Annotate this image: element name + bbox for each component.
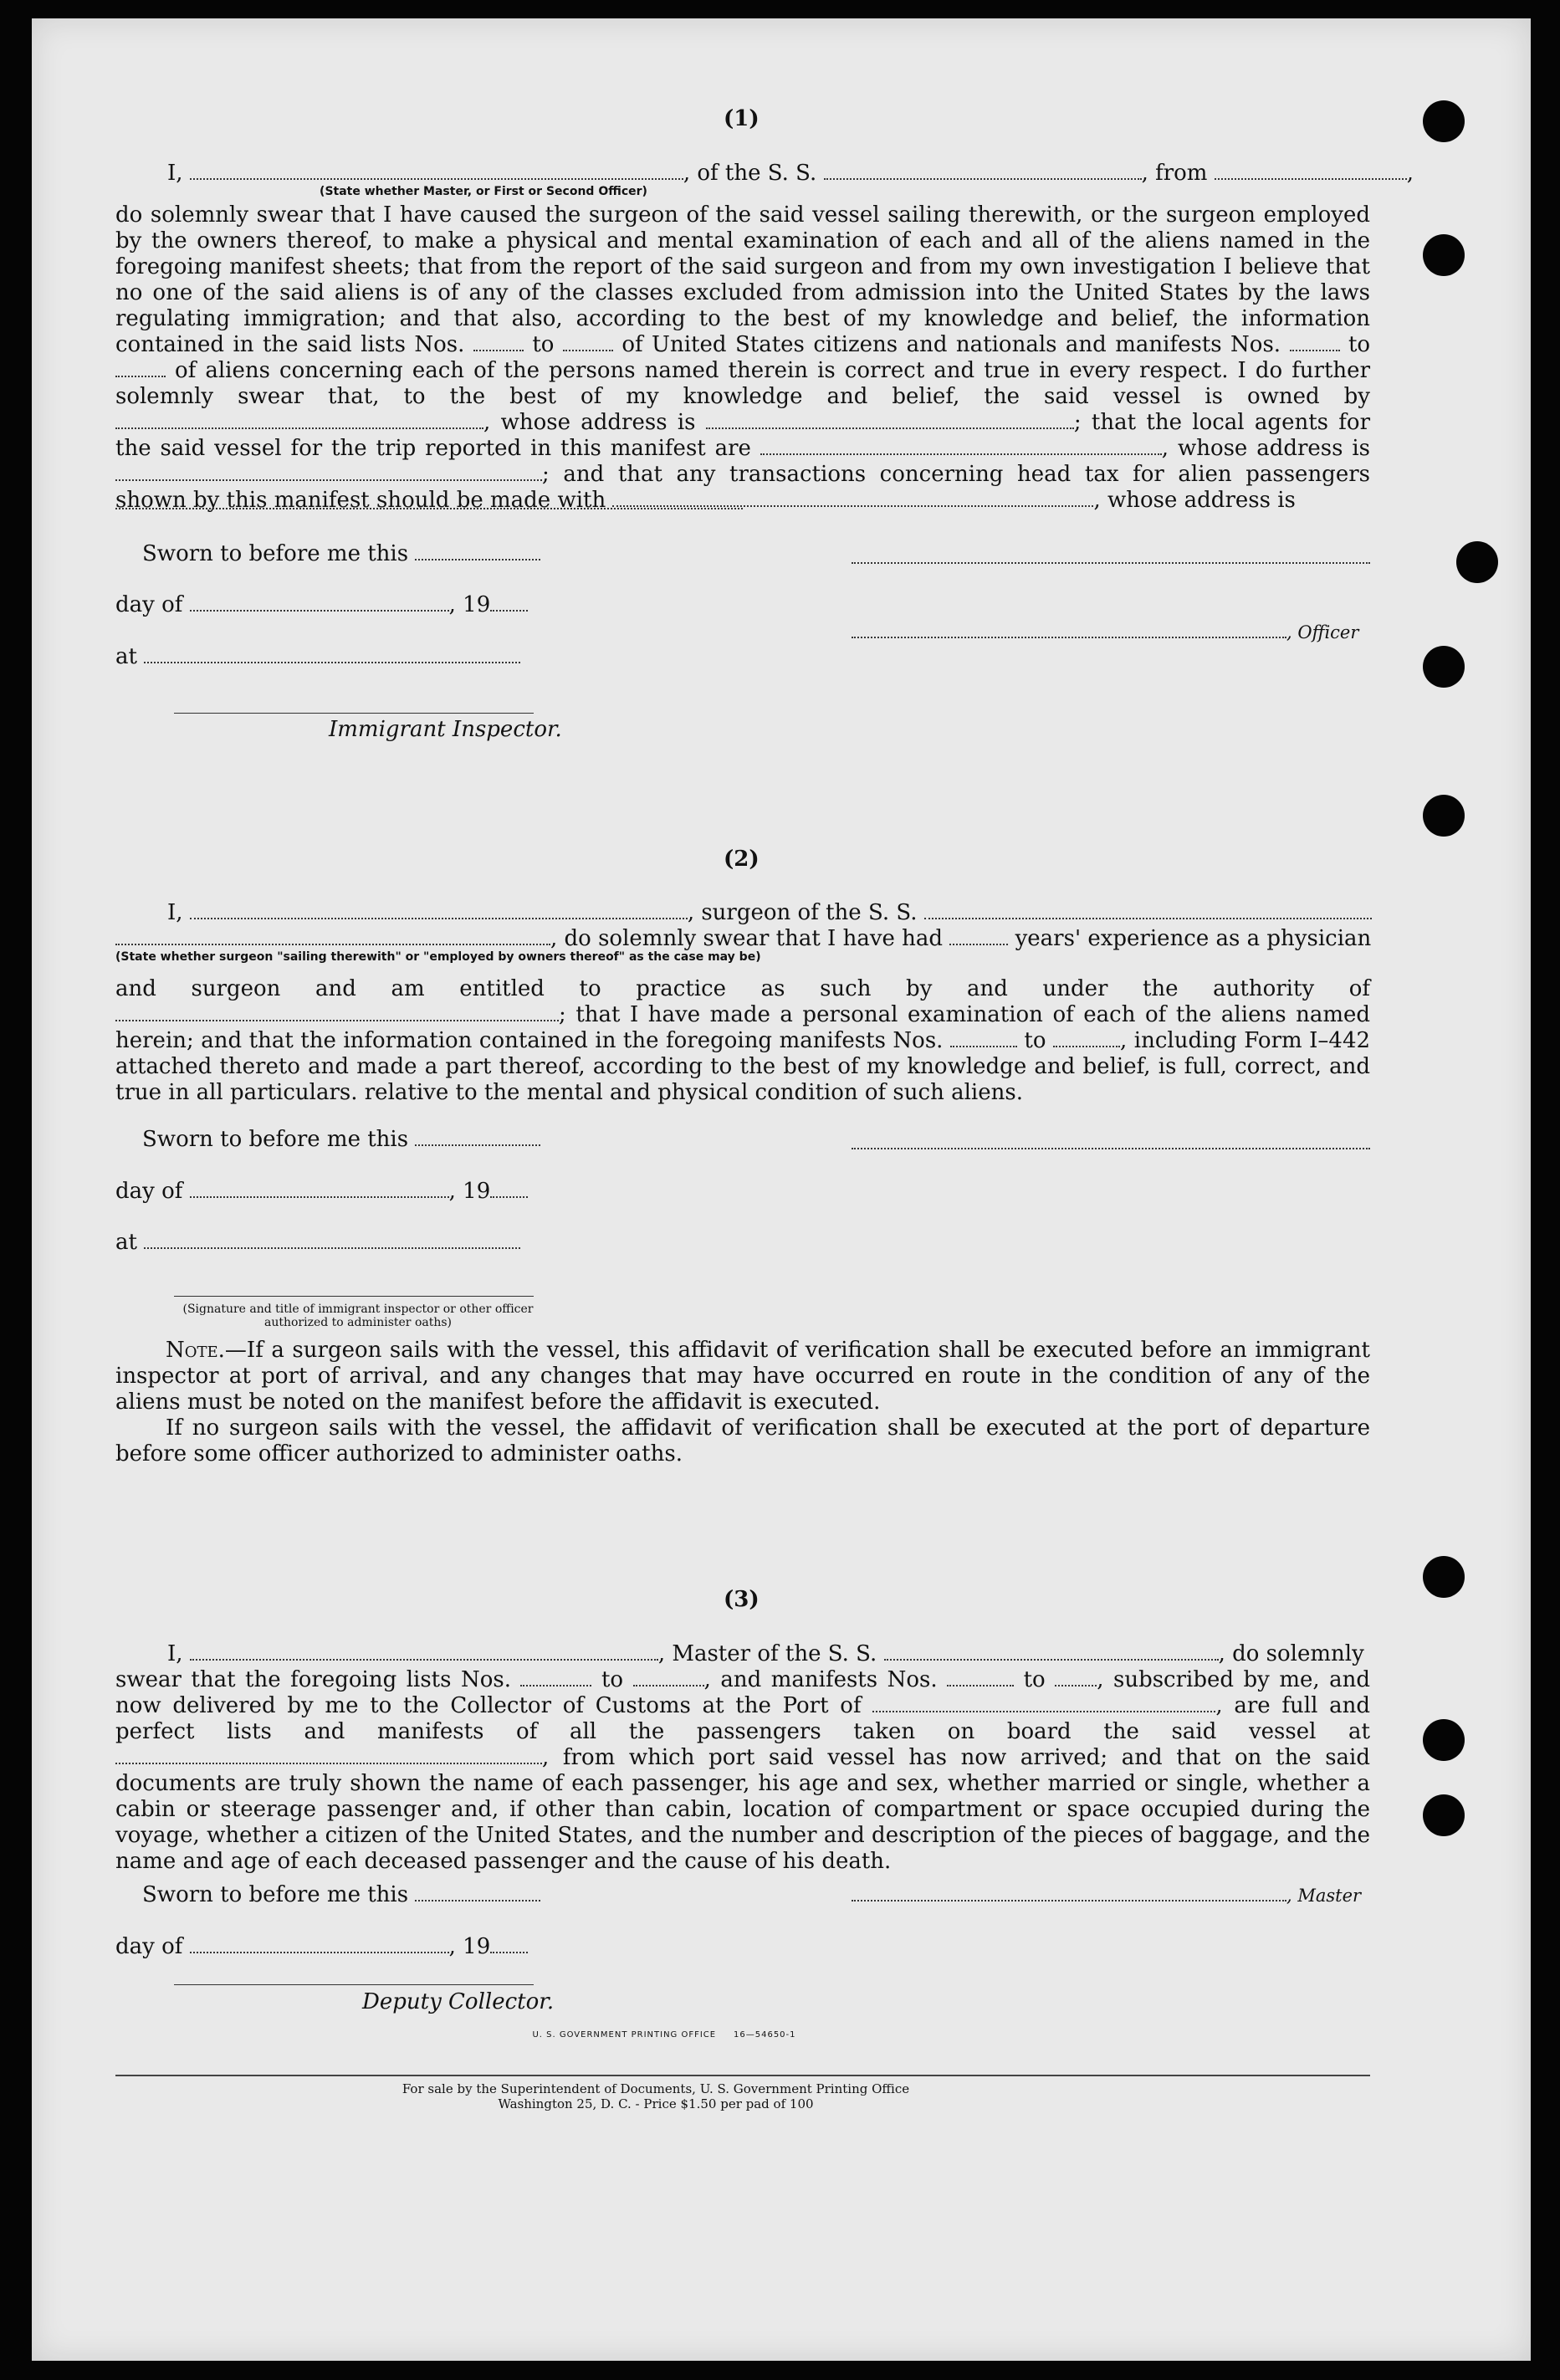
s1-us-citizens-text: of United States citizens and nationals and manifests Nos. [621, 332, 1281, 357]
s3-year[interactable] [490, 1935, 528, 1953]
s3-nineteen: , 19 [448, 1934, 491, 1959]
s2-ship-field[interactable] [924, 901, 1372, 919]
s1-inspector-signature-line[interactable] [174, 713, 534, 714]
binder-hole [1423, 100, 1465, 142]
s1-agents-address-field[interactable] [115, 463, 542, 481]
s1-manifests-from[interactable] [1290, 333, 1340, 351]
s3-ship-field[interactable] [884, 1642, 1219, 1661]
s1-of-ss: , of the S. S. [683, 161, 817, 186]
s2-i: I, [167, 900, 183, 925]
s1-officer-sig [852, 619, 1358, 644]
section-2-number: (2) [724, 847, 760, 872]
s1-whose-address: , whose address is [483, 410, 696, 435]
s3-port-field[interactable] [872, 1694, 1215, 1712]
s3-manifests-from[interactable] [947, 1668, 1014, 1686]
s1-officer-field[interactable] [190, 161, 683, 180]
s1-sworn-date[interactable] [415, 542, 540, 560]
s2-signature-caption: (Signature and title of immigrant inspector or other officer authorized to administer oaths) [182, 1303, 534, 1329]
binder-hole [1456, 541, 1498, 583]
s1-lists-to[interactable] [563, 333, 613, 351]
s2-sworn-text: Sworn to before me this [142, 1127, 409, 1152]
s3-master-signature-line[interactable] [852, 1883, 1286, 1901]
section-1-number: (1) [724, 106, 760, 131]
binder-hole [1423, 1719, 1465, 1761]
binder-hole [1423, 795, 1465, 837]
s1-line1: I, , of the S. S. , from , [167, 161, 1414, 186]
s3-body-text: port said vessel has now arrived; and that on the said documents are truly shown the name of each passenger, his age and sex, whether married or single, whether a cabin or steerage passenger and, if other than cabin, location of compartment or space occupied during the voyage, whether a citizen of the United States, and the number and description of the pieces of baggage, and the name and age of each deceased passenger and the cause of his death. [115, 1745, 1371, 1874]
s1-local-agents-text: that the local agents for the said vessel for the trip reported in this manifest are [115, 410, 1371, 461]
s1-day-of [115, 592, 528, 617]
s1-sworn-text: Sworn to before me this [142, 541, 409, 566]
s1-to-2: to [1348, 332, 1371, 357]
footer-rule [115, 2075, 1370, 2076]
s3-subscribed: , subscribed by me, and now [115, 1667, 1371, 1718]
s3-boarding-port-field[interactable] [115, 1746, 542, 1764]
s3-delivered: delivered by me to the Collector of Customs at the Port of [172, 1693, 862, 1718]
s1-address-continuation-line[interactable] [115, 508, 743, 509]
s1-ship-field[interactable] [824, 161, 1142, 180]
s1-manifests-to[interactable] [115, 359, 166, 377]
s2-sworn-date[interactable] [415, 1128, 540, 1146]
form-page [32, 18, 1531, 2361]
binder-hole [1423, 1794, 1465, 1836]
s2-authority-field[interactable] [115, 1003, 559, 1021]
binder-hole [1423, 234, 1465, 276]
s2-including-text: , including Form I–442 attached thereto and made a part thereof, according to the best of my knowledge and belief, is full, correct, and true in all particulars. relative to the mental and physical condition of such aliens. [115, 1028, 1371, 1105]
s3-deputy-signature-line[interactable] [174, 1984, 534, 1985]
s1-head-tax-field[interactable] [612, 489, 1093, 507]
s1-officer-caption: (State whether Master, or First or Second Officer) [320, 185, 647, 198]
s2-body-text: that I have made a personal examination of each of the aliens named herein; and that the information contained in the foregoing manifests Nos. [115, 1002, 1371, 1053]
s2-surgeon-type-field[interactable] [115, 927, 550, 945]
s2-surgeon-signature-line[interactable] [852, 1148, 1370, 1149]
s2-years-field[interactable] [949, 927, 1008, 945]
s2-line2 [115, 926, 1371, 951]
s2-manifests-to[interactable] [1053, 1029, 1120, 1047]
s3-deputy-label: Deputy Collector. [362, 1989, 555, 2014]
sale-line-1: For sale by the Superintendent of Documents, U. S. Government Printing Office [402, 2081, 910, 2096]
s2-years: years' experience as a physician [1015, 926, 1372, 951]
s2-inspector-signature-line[interactable] [174, 1296, 534, 1297]
s2-at-field[interactable] [144, 1231, 520, 1249]
s1-nineteen: , 19 [448, 592, 491, 617]
s2-surgeon-caption: (State whether surgeon "sailing therewith" or "employed by owners thereof" as the case may be) [115, 950, 761, 964]
s3-do-solemnly: , do solemnly [1218, 1641, 1364, 1666]
s3-to: to [601, 1667, 624, 1692]
s2-day-of [115, 1179, 528, 1204]
s1-owner-field[interactable] [115, 411, 483, 429]
s3-master-name-field[interactable] [190, 1642, 658, 1661]
s2-note-label: Note. [166, 1338, 225, 1363]
s1-year[interactable] [490, 593, 528, 612]
s1-at [115, 644, 520, 669]
s3-from-which: , from which [542, 1745, 695, 1770]
s3-sworn-date[interactable] [415, 1883, 540, 1901]
s2-manifests-from[interactable] [950, 1029, 1017, 1047]
s1-aliens-text: of aliens concerning each of the persons named therein is correct and true in every respect. I do further solemnly swear that, to the best of my knowledge and belief, the said vessel is owned by [115, 358, 1370, 409]
s1-whose-address-3: , whose address is [1093, 488, 1296, 513]
s2-at [115, 1230, 520, 1255]
s3-lists-from[interactable] [520, 1668, 591, 1686]
s2-authority-text: and surgeon and am entitled to practice as such by and under the authority of [115, 976, 1370, 1001]
s2-note-2-text: If no surgeon sails with the vessel, the affidavit of verification shall be executed at the port of departure before some officer authorized to administer oaths. [115, 1415, 1370, 1466]
s2-note-1 [115, 1338, 1370, 1415]
s1-officer-signature-line-1[interactable] [852, 562, 1370, 564]
gpo-imprint: U. S. GOVERNMENT PRINTING OFFICE 16—54650-1 [532, 2030, 796, 2040]
s1-whose-address-2: whose address is [1177, 436, 1371, 461]
s1-day-month[interactable] [190, 593, 449, 612]
section-3-number: (3) [724, 1587, 760, 1612]
s2-sworn [142, 1127, 540, 1152]
s1-lists-from[interactable] [473, 333, 524, 351]
s3-line1 [167, 1641, 1364, 1666]
s2-surgeon-ss: , surgeon of the S. S. [687, 900, 918, 925]
s3-body [115, 1667, 1370, 1875]
s1-i: I, [167, 161, 183, 186]
s2-nineteen: , 19 [448, 1179, 491, 1204]
s3-manifests-all: manifests of all the passengers taken on board the said vessel at [377, 1719, 1371, 1744]
s2-day-month[interactable] [190, 1180, 449, 1198]
s1-agents-field[interactable] [760, 437, 1162, 455]
s3-master-label: , Master [1286, 1886, 1362, 1906]
s2-line1 [167, 900, 1372, 925]
s1-body: do solemnly swear that I have caused the surgeon of the said vessel sailing therewith, or the surgeon employed by the owners thereof, to make a physical and mental examination of each and all of the aliens named in the foregoing manifest sheets; that from the report of the said surgeon and from my own investigation I believe that no one of the said aliens is of any of the classes excluded from admission into the United States by the laws regulating immigration; and that also, according to the best of my knowledge and belief, the information contained in the said lists Nos. to of United States citizens and nationals and manifests Nos. to of aliens concerning each of the persons named therein is correct and true in every respect. I do further solemnly swear that, to the best of my knowledge and belief, the said vessel is owned by , whose address is ; that the local agents for the said vessel for the trip reported in this manifest are , whose address is ; and that any transactions concerning head tax for alien passengers shown by this manifest should be made with , whose address is [115, 202, 1371, 513]
s3-to-2: to [1023, 1667, 1046, 1692]
s3-master-ss: , Master of the S. S. [657, 1641, 877, 1666]
s1-from-field[interactable] [1215, 161, 1407, 180]
s1-sworn [142, 541, 540, 566]
binder-hole [1423, 1556, 1465, 1598]
s1-inspector-label: Immigrant Inspector. [329, 717, 562, 742]
s2-body: and surgeon and am entitled to practice as such by and under the authority of ; that I have made a personal examination of each of the aliens named herein; and that the information contained in the foregoing manifests Nos. to , including Form I–442 attached thereto and made a part thereof, according to the best of my knowledge and belief, is full, correct, and true in all particulars. relative to the mental and physical condition of such aliens. [115, 976, 1371, 1105]
s2-note-1-text: —If a surgeon sails with the vessel, this affidavit of verification shall be executed before an immigrant inspector at port of arrival, and any changes that may have occurred en route in the condition of any of the aliens must be noted on the manifest before the affidavit is executed. [115, 1338, 1370, 1415]
s1-from: , from [1141, 161, 1208, 186]
s1-officer-signature-line-2[interactable] [852, 620, 1286, 638]
s2-solemnly: , do solemnly swear that I have had [550, 926, 944, 951]
s2-to: to [1024, 1028, 1046, 1053]
s3-sworn [142, 1882, 540, 1907]
s3-full-perfect: , are full and perfect lists and [115, 1693, 1371, 1744]
s2-day-of-text: day of [115, 1179, 183, 1204]
s1-owner-address-field[interactable] [706, 411, 1074, 429]
s3-day-of-text: day of [115, 1934, 183, 1959]
s1-head-tax-text: ; and that any transactions concerning head tax for alien passengers shown by this manifest should be made with [115, 462, 1370, 513]
binder-hole [1423, 646, 1465, 688]
s3-sworn-text: Sworn to before me this [142, 1882, 409, 1907]
s3-master-sig [852, 1882, 1361, 1907]
s3-lists-to[interactable] [633, 1668, 704, 1686]
s2-surgeon-name-field[interactable] [190, 901, 688, 919]
s3-i: I, [167, 1641, 183, 1666]
sale-line-2: Washington 25, D. C. - Price $1.50 per pad of 100 [498, 2096, 814, 2111]
s1-body-text: do solemnly swear that I have caused the surgeon of the said vessel sailing therewith, or the surgeon employed by the owners thereof, to make a physical and mental examination of each and all of the aliens named in the foregoing manifest sheets; that from the report of the said surgeon and from my own investigation I believe that no one of the said aliens is of any of the classes excluded from admission into the United States by the laws regulating immigration; and that also, according to the best of my knowledge and belief, the information contained in the said lists Nos. [115, 202, 1370, 357]
s2-year[interactable] [490, 1180, 528, 1198]
s2-note-2 [115, 1415, 1370, 1467]
s3-day-of [115, 1934, 528, 1959]
s3-day-month[interactable] [190, 1935, 449, 1953]
s2-at-text: at [115, 1230, 137, 1255]
s1-to: to [532, 332, 555, 357]
s1-at-text: at [115, 644, 137, 669]
s3-and-manifests: , and manifests Nos. [703, 1667, 938, 1692]
s3-manifests-to[interactable] [1055, 1668, 1097, 1686]
s3-swear-lists: swear that the foregoing lists Nos. [115, 1667, 511, 1692]
s1-at-field[interactable] [144, 645, 520, 663]
s1-officer-label: , Officer [1286, 622, 1359, 642]
s1-day-of-text: day of [115, 592, 183, 617]
